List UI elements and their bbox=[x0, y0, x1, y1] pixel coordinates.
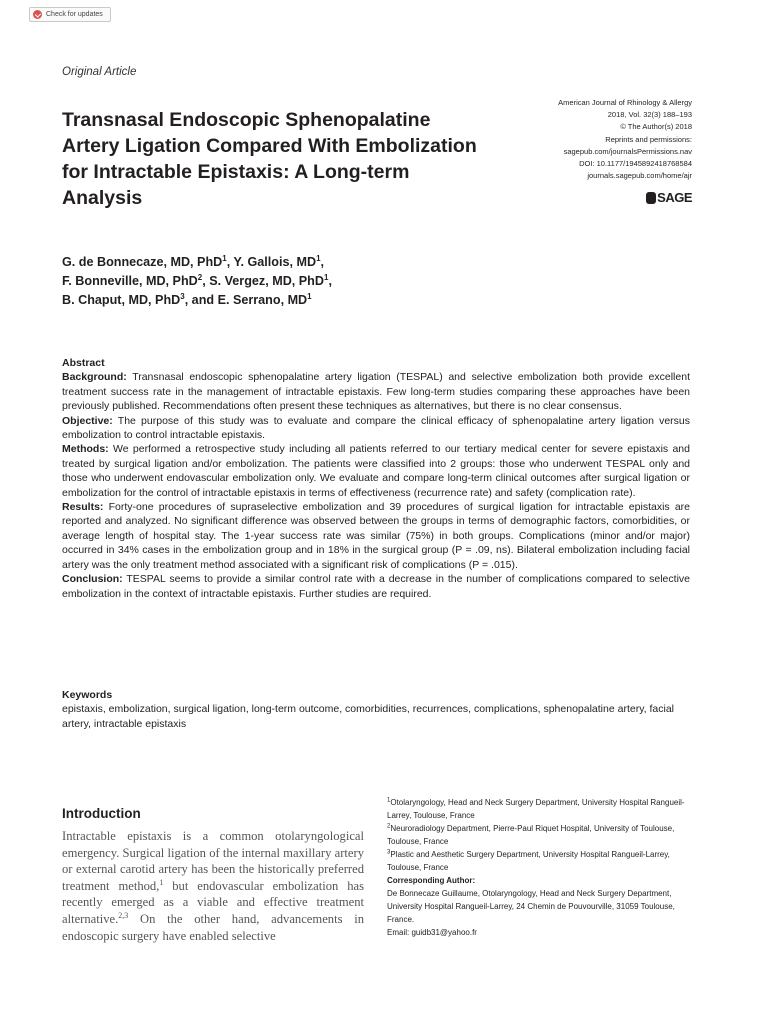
abstract-background bbox=[62, 370, 690, 413]
citation-ref[interactable]: 2,3 bbox=[118, 910, 129, 920]
methods-label: Methods: bbox=[62, 443, 109, 456]
corresponding-author-email[interactable]: Email: guidb31@yahoo.fr bbox=[387, 928, 477, 937]
abstract-conclusion bbox=[62, 572, 690, 601]
results-label: Results: bbox=[62, 501, 104, 514]
abstract-results bbox=[62, 500, 690, 572]
intro-sentence: On the other hand, advancements in endoscopic surgery have enabled selective bbox=[62, 911, 364, 943]
objective-text: The purpose of this study was to evaluate and compare the clinical efficacy of sphenopalatine artery ligation versus embolization to control intractable epistaxis. bbox=[62, 414, 691, 442]
article-title: Transnasal Endoscopic Sphenopalatine Artery Ligation Compared With Embolization for Intractable Epistaxis: A Long-term Analysis bbox=[62, 109, 477, 209]
abstract-methods bbox=[62, 442, 690, 500]
affiliation-number: 2 bbox=[387, 823, 391, 830]
journal-permissions-link[interactable]: sagepub.com/journalsPermissions.nav bbox=[563, 146, 692, 156]
author-affil-ref: 1 bbox=[307, 291, 312, 301]
objective-label: Objective: bbox=[62, 414, 113, 427]
author: G. de Bonnecaze, MD, PhD bbox=[62, 255, 223, 269]
results-text: Forty-one procedures of supraselective embolization and 39 procedures of surgical ligation for intractable epistaxis are reported and analyzed. No significant difference was observed between the groups in terms of demographic factors, comorbidities, or average length of hospital stay. The 1-year success rate was similar (75%) in both groups. Complications (minor and/or major) occurred in 34% cases in the embolization group and in 18% in the surgical group (P = .09, ns). Bilateral embolization including facial artery was the only treatment method associated with a significant risk of complications (P = .015). bbox=[62, 501, 691, 571]
affiliation-text: Otolaryngology, Head and Neck Surgery Department, University Hospital Rangueil-Larrey, Toulouse, France bbox=[387, 798, 685, 820]
author-affil-ref: 2 bbox=[197, 272, 203, 282]
publisher-name: SAGE bbox=[657, 190, 692, 205]
journal-home-link[interactable]: journals.sagepub.com/home/ajr bbox=[587, 171, 692, 181]
affiliation bbox=[387, 848, 692, 874]
abstract-heading: Abstract bbox=[62, 357, 105, 369]
check-for-updates-badge[interactable] bbox=[29, 7, 111, 22]
sage-logo bbox=[646, 190, 692, 205]
check-updates-icon bbox=[33, 10, 42, 19]
author: B. Chaput, MD, PhD bbox=[62, 293, 181, 307]
affiliation-text: Plastic and Aesthetic Surgery Department, University Hospital Rangueil-Larrey, Toulouse, France bbox=[387, 850, 670, 872]
keywords-section bbox=[62, 688, 690, 731]
author-affil-ref: 3 bbox=[180, 291, 185, 301]
journal-doi[interactable]: DOI: 10.1177/1945892418768584 bbox=[579, 159, 692, 169]
author: S. Vergez, MD, PhD bbox=[209, 274, 324, 288]
author-affil-ref: 1 bbox=[316, 253, 321, 263]
conclusion-text: TESPAL seems to provide a similar control rate with a decrease in the number of complications compared to selective embolization in the context of intractable epistaxis. Further studies are required. bbox=[62, 573, 690, 600]
author-separator: , bbox=[226, 255, 234, 269]
article-type: Original Article bbox=[62, 66, 137, 78]
sage-logo-icon bbox=[646, 192, 656, 204]
author: E. Serrano, MD bbox=[217, 293, 308, 307]
check-for-updates-label: Check for updates bbox=[46, 11, 103, 18]
journal-info bbox=[512, 97, 692, 182]
author-list bbox=[62, 253, 512, 310]
methods-text: We performed a retrospective study including all patients referred to our tertiary medical center for severe epistaxis and treated by surgical ligation and/or embolization. The patients were classified into 2 groups: those who underwent TESPAL only and those who underwent endovascular embolization only. We evaluate and compare long-term clinical outcomes after surgical ligation or embolization for the control of intractable epistaxis in terms of effectiveness (recurrence rate) and safety (complication rate). bbox=[62, 443, 690, 499]
author-separator: , bbox=[328, 274, 332, 288]
abstract-objective bbox=[62, 414, 690, 443]
author-affil-ref: 1 bbox=[222, 253, 227, 263]
corresponding-author-text: De Bonnecaze Guillaume, Otolaryngology, Head and Neck Surgery Department, University Hospital Rangueil-Larrey, 24 Chemin de Pouvourville, 31059 Toulouse, France. bbox=[387, 889, 675, 924]
author: F. Bonneville, MD, PhD bbox=[62, 274, 198, 288]
introduction-heading: Introduction bbox=[62, 806, 141, 821]
journal-copyright: © The Author(s) 2018 bbox=[620, 122, 692, 132]
background-text: Transnasal endoscopic sphenopalatine artery ligation (TESPAL) and selective embolization both provide excellent treatment success rate in the management of intractable epistaxis. Few long-term studies comparing these approaches have been previously published. Recommendations often present these techniques as alternatives, but there is no clear consensus. bbox=[62, 371, 690, 413]
keywords-heading: Keywords bbox=[62, 689, 113, 701]
affiliations bbox=[387, 796, 692, 939]
affiliation bbox=[387, 822, 692, 848]
author-separator: , and bbox=[184, 293, 218, 307]
abstract bbox=[62, 356, 690, 601]
journal-reprints: Reprints and permissions: bbox=[605, 134, 692, 144]
introduction-text bbox=[62, 828, 364, 944]
author-separator: , bbox=[320, 255, 325, 269]
author-separator: , bbox=[202, 274, 210, 288]
corresponding-author-label: Corresponding Author: bbox=[387, 876, 476, 885]
intro-sentence: Intractable epistaxis is a common otolaryngological emergency. Surgical ligation of the internal maxillary artery or external carotid artery has been the historically preferred treatment method, bbox=[62, 829, 364, 893]
keywords-text: epistaxis, embolization, surgical ligation, long-term outcome, comorbidities, recurrences, complications, sphenopalatine artery, facial artery, intractable epistaxis bbox=[62, 703, 675, 730]
author: Y. Gallois, MD bbox=[233, 255, 317, 269]
intro-sentence: but endovascular embolization has recently emerged as a viable and effective treatment alternative. bbox=[62, 878, 364, 926]
conclusion-label: Conclusion: bbox=[62, 573, 123, 586]
affiliation-number: 1 bbox=[387, 797, 391, 804]
journal-volume: 2018, Vol. 32(3) 188–193 bbox=[607, 110, 692, 120]
affiliation-number: 3 bbox=[387, 849, 391, 856]
background-label: Background: bbox=[62, 371, 127, 384]
journal-name: American Journal of Rhinology & Allergy bbox=[558, 98, 692, 107]
author-affil-ref: 1 bbox=[323, 272, 329, 282]
affiliation-text: Neuroradiology Department, Pierre-Paul Riquet Hospital, University of Toulouse, Toulouse, France bbox=[387, 824, 675, 846]
affiliation bbox=[387, 796, 692, 822]
citation-ref[interactable]: 1 bbox=[159, 877, 164, 887]
